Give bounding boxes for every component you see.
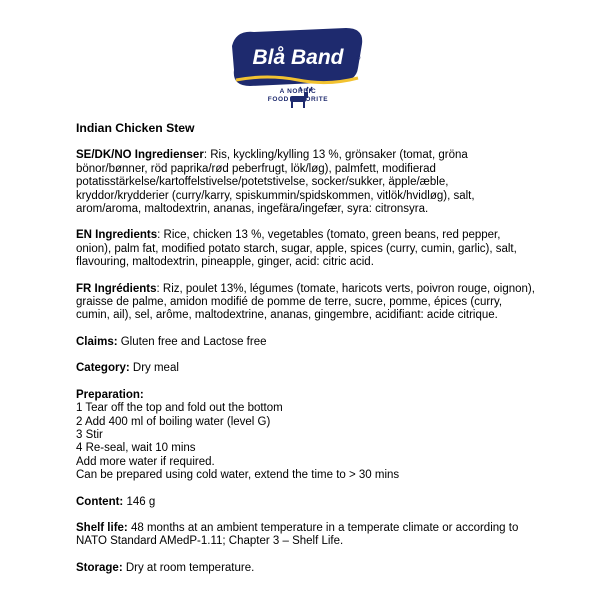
brand-logo (228, 22, 368, 112)
storage (76, 562, 536, 575)
category (76, 362, 536, 375)
preparation-note: Can be prepared using cold water, extend the time to > 30 mins (76, 469, 400, 482)
ingredients-fr-text: : Riz, poulet 13%, légumes (tomate, haricots verts, poivron rouge, oignon), graisse de palme, amidon modifié de pomme de terre, sucre, pomme, épices (curry, cumin, ail), sel, arôme, maltodextrine, ananas, gingembre, acidifiant: acide citrique. (76, 282, 535, 322)
ingredients-se (76, 149, 536, 216)
ingredients-fr (76, 283, 536, 323)
preparation-step: 4 Re-seal, wait 10 mins (76, 442, 196, 455)
shelf-life-label: Shelf life: (76, 521, 128, 534)
content-weight (76, 496, 536, 509)
preparation-step: 1 Tear off the top and fold out the bottom (76, 402, 283, 415)
shelf-life-text: 48 months at an ambient temperature in a temperate climate or according to NATO Standard AMedP-1.11; Chapter 3 – Shelf Life. (76, 521, 519, 548)
logo-brand-text: Blå Band (252, 46, 344, 69)
page-title: Indian Chicken Stew (76, 121, 195, 135)
ingredients-en (76, 229, 536, 269)
registered-mark: ® (356, 56, 361, 62)
preparation-step: 2 Add 400 ml of boiling water (level G) (76, 415, 271, 428)
claims-label: Claims: (76, 335, 118, 348)
ingredients-en-label: EN Ingredients (76, 229, 158, 242)
logo-tagline (256, 88, 340, 104)
claims (76, 336, 536, 349)
ingredients-en-text: : Rice, chicken 13 %, vegetables (tomato, green beans, red pepper, onion), palm fat, modified potato starch, sugar, apple, spices (curry, cumin, garlic), salt, flavouring, maltodextrin, pineapple, ginger, acid: citric acid. (76, 229, 517, 269)
ingredients-se-label: SE/DK/NO Ingredienser (76, 149, 204, 162)
preparation (76, 389, 536, 483)
preparation-note: Add more water if required. (76, 455, 215, 468)
product-sheet (76, 122, 536, 588)
storage-text: Dry at room temperature. (122, 561, 255, 574)
ingredients-se-text: : Ris, kyckling/kylling 13 %, grönsaker (tomat, gröna bönor/bønner, röd paprika/rød peberfrugt, lök/løg), palmfett, modifierad potatisstärkelse/kartoffelstivelse/potetstivelse, socker/sukker, äpple/æble, kryddor/krydderier (curry/karry, spiskummin/spidskommen, vitlök/hvidløg), salt, arom/aroma, maltodextrin, ananas, ingefära/ingefær, syra: citronsyra. (76, 149, 475, 216)
content-label: Content: (76, 495, 124, 508)
category-text: Dry meal (129, 362, 179, 375)
tagline-line-1: A NORDIC (279, 88, 317, 95)
category-label: Category: (76, 362, 130, 375)
preparation-step: 3 Stir (76, 428, 103, 441)
ingredients-fr-label: FR Ingrédients (76, 282, 157, 295)
claims-text: Gluten free and Lactose free (117, 335, 267, 348)
content-text: 146 g (123, 495, 156, 508)
shelf-life (76, 522, 536, 549)
preparation-label: Preparation: (76, 388, 144, 401)
tagline-line-2: FOOD FAVORITE (267, 96, 329, 103)
storage-label: Storage: (76, 561, 123, 574)
